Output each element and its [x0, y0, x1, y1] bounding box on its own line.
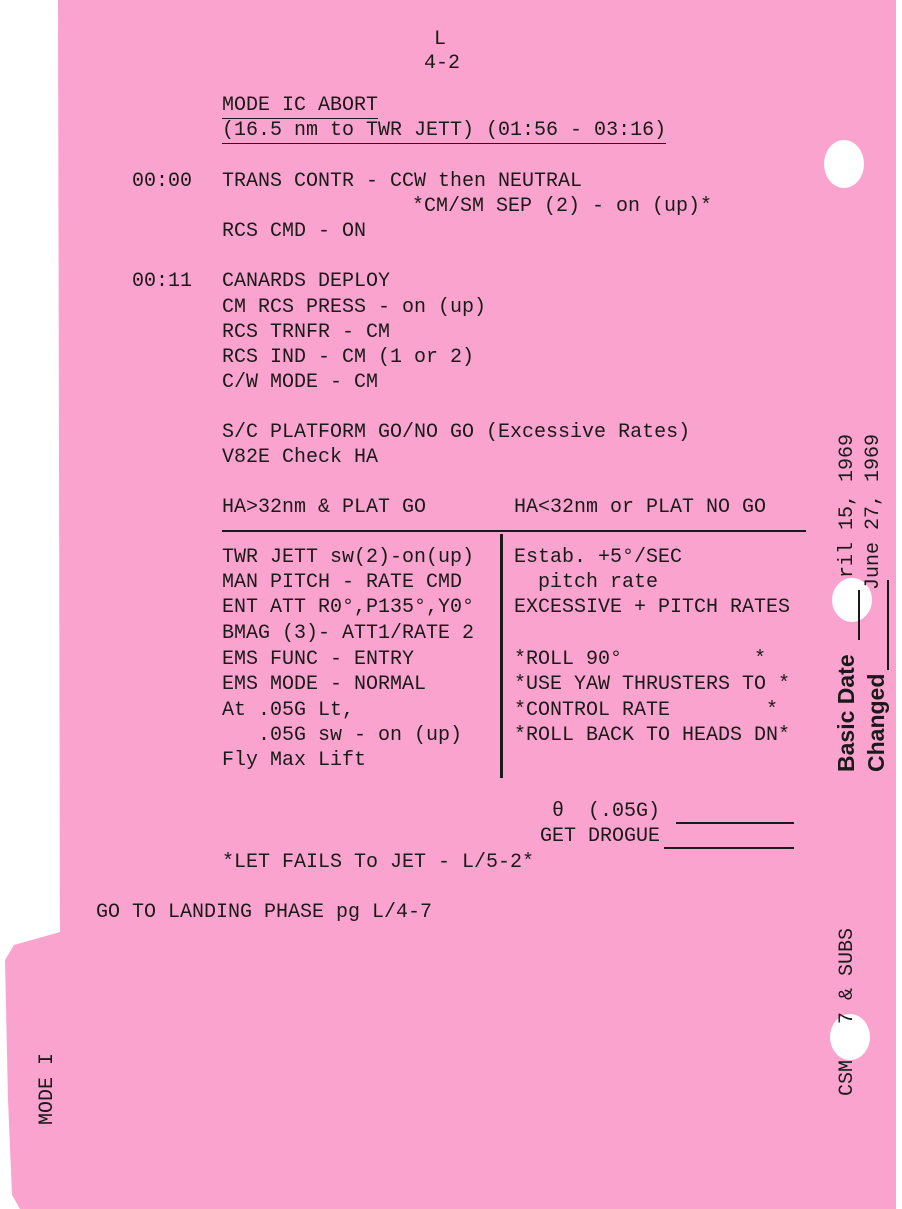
- table-right-row: *ROLL BACK TO HEADS DN*: [514, 724, 791, 747]
- table-left-row: .05G sw - on (up): [222, 724, 463, 747]
- basic-date-value: ril 15, 1969: [836, 433, 859, 578]
- table-left-header: HA>32nm & PLAT GO: [222, 496, 427, 519]
- table-right-row: pitch rate: [514, 571, 659, 594]
- step-line: *CM/SM SEP (2) - on (up)*: [412, 195, 713, 218]
- table-right-row: EXCESSIVE + PITCH RATES: [514, 596, 791, 619]
- drogue-blank: [664, 847, 794, 849]
- changed-value: June 27, 1969: [862, 433, 885, 590]
- step-line: RCS TRNFR - CM: [222, 321, 391, 344]
- step-time: 00:11: [132, 270, 193, 293]
- changed-label: Changed: [863, 673, 889, 772]
- step-time: 00:00: [132, 170, 193, 193]
- table-divider: [500, 534, 503, 778]
- let-fails-note: *LET FAILS To JET - L/5-2*: [222, 851, 535, 874]
- go-to-landing: GO TO LANDING PHASE pg L/4-7: [96, 901, 433, 924]
- drogue-label: GET DROGUE: [540, 825, 661, 848]
- abort-range: (16.5 nm to TWR JETT) (01:56 - 03:16): [222, 119, 667, 142]
- platform-check: S/C PLATFORM GO/NO GO (Excessive Rates): [222, 421, 691, 444]
- table-right-row: Estab. +5°/SEC: [514, 546, 683, 569]
- section-letter: L: [434, 28, 447, 51]
- page-number: 4-2: [424, 52, 461, 75]
- table-right-row: *CONTROL RATE *: [514, 699, 779, 722]
- table-left-row: MAN PITCH - RATE CMD: [222, 571, 463, 594]
- table-right-row: *ROLL 90° *: [514, 648, 767, 671]
- table-right-header: HA<32nm or PLAT NO GO: [514, 496, 767, 519]
- platform-check: V82E Check HA: [222, 446, 379, 469]
- table-left-row: TWR JETT sw(2)-on(up): [222, 546, 475, 569]
- basic-date-label: Basic Date: [833, 654, 859, 772]
- punch-hole-top: [824, 140, 864, 188]
- step-line: RCS IND - CM (1 or 2): [222, 346, 475, 369]
- step-line: C/W MODE - CM: [222, 371, 379, 394]
- table-left-row: EMS MODE - NORMAL: [222, 673, 427, 696]
- table-right-row: *USE YAW THRUSTERS TO *: [514, 673, 791, 696]
- tab-label: MODE I: [36, 1052, 59, 1125]
- table-header-rule: [222, 530, 806, 532]
- csm-applicability: CSM 7 & SUBS: [836, 927, 859, 1096]
- table-left-row: EMS FUNC - ENTRY: [222, 648, 415, 671]
- step-line: CM RCS PRESS - on (up): [222, 296, 487, 319]
- table-left-row: At .05G Lt,: [222, 699, 355, 722]
- changed-rule: [887, 580, 889, 670]
- theta-label: θ (.05G): [552, 800, 661, 823]
- theta-blank: [676, 822, 794, 824]
- step-line: TRANS CONTR - CCW then NEUTRAL: [222, 170, 583, 193]
- table-left-row: BMAG (3)- ATT1/RATE 2: [222, 622, 475, 645]
- step-line: CANARDS DEPLOY: [222, 270, 391, 293]
- step-line: RCS CMD - ON: [222, 220, 367, 243]
- table-left-row: ENT ATT R0°,P135°,Y0°: [222, 596, 475, 619]
- basic-date-rule: [858, 590, 860, 640]
- abort-title: MODE IC ABORT: [222, 94, 379, 117]
- table-left-row: Fly Max Lift: [222, 749, 367, 772]
